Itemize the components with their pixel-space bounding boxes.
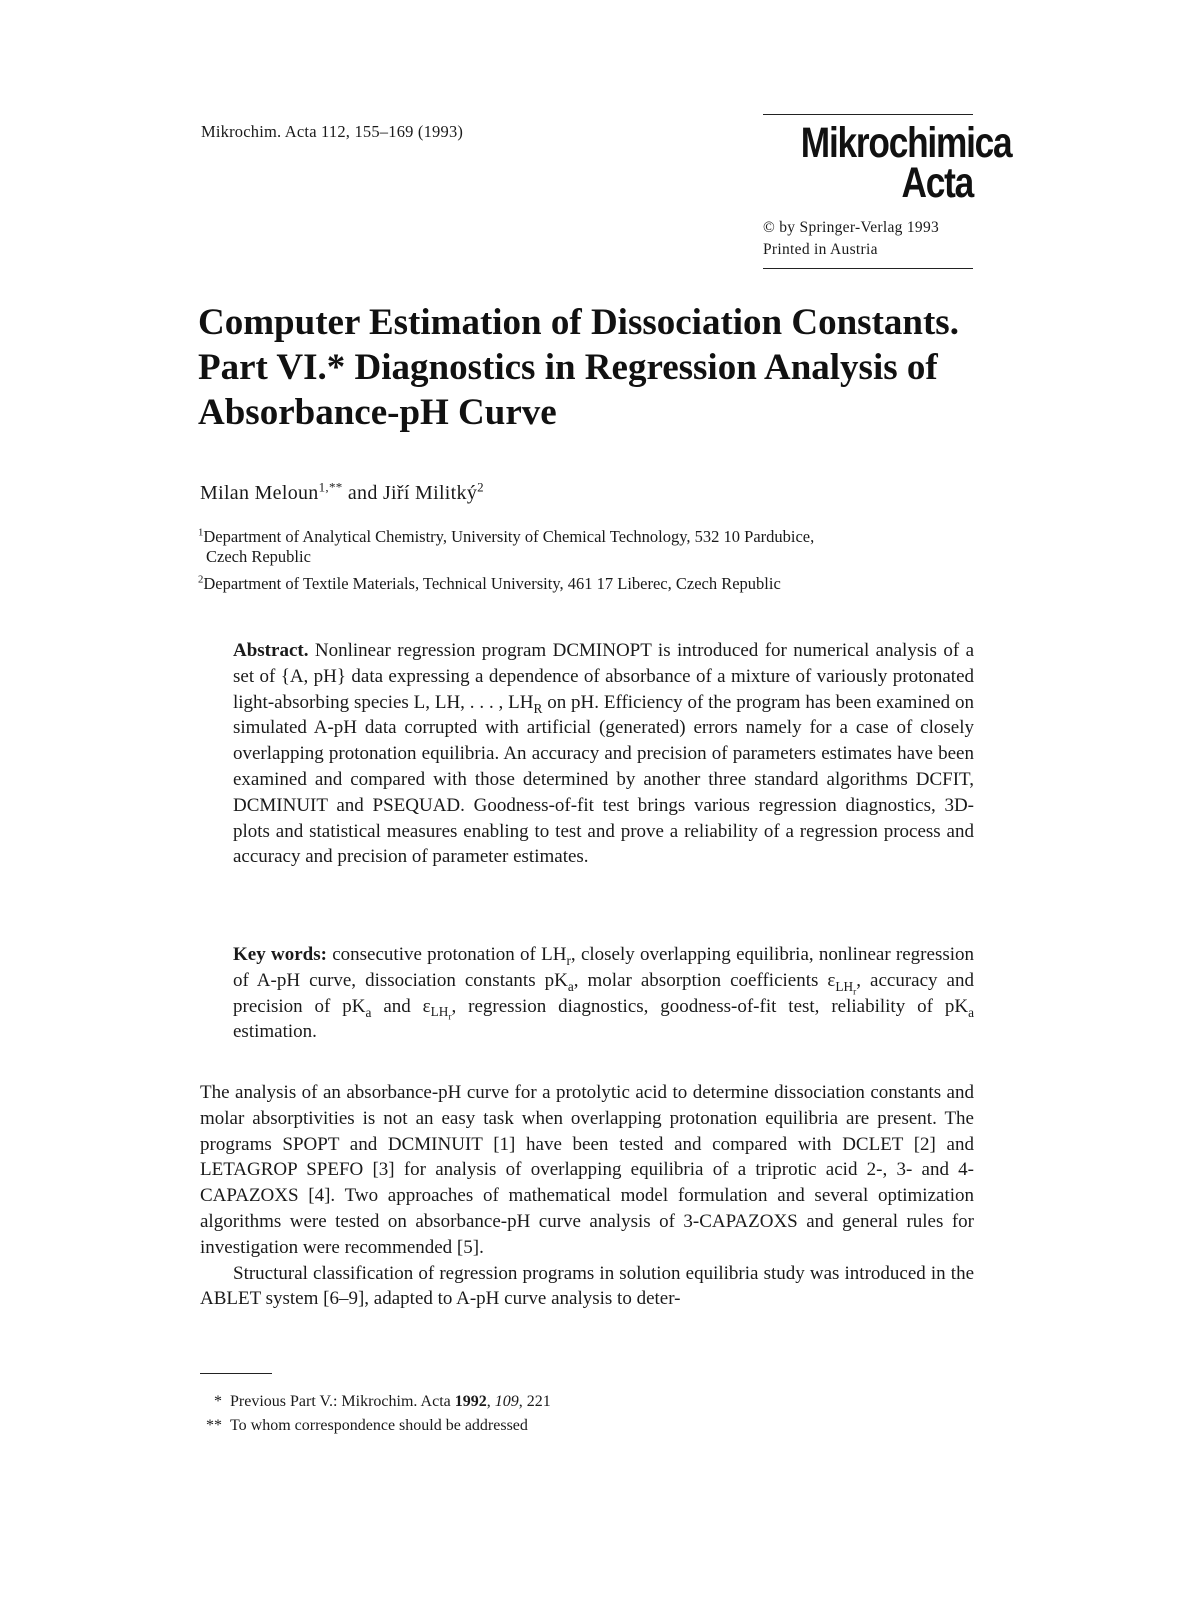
- keywords: [233, 942, 974, 1045]
- journal-logo-line1: Mikrochimica: [800, 119, 1012, 167]
- footnote-1-pages: , 221: [518, 1393, 551, 1410]
- footnote-2-text: To whom correspondence should be addressed: [230, 1417, 528, 1434]
- abstract-text-b: on pH. Efficiency of the program has been examined on simulated A-pH data corrupted with artificial (generated) errors namely for a case of closely overlapping protonation equilibria. An accuracy and precision of parameters estimates have been examined and compared with those determined by another three standard algorithms DCFIT, DCMINUIT and PSEQUAD. Goodness-of-fit test brings various regression diagnostics, 3D-plots and statistical measures enabling to test and prove a reliability of a regression process and accuracy and precision of parameter estimates.: [233, 691, 974, 868]
- journal-citation: Mikrochim. Acta 112, 155–169 (1993): [201, 122, 464, 141]
- keywords-text: , molar absorption coefficients ε: [573, 969, 836, 991]
- body-paragraph-2: Structural classification of regression programs in solution equilibria study was introduced in the ABLET system [6–9], adapted to A-pH curve analysis to deter-: [200, 1262, 974, 1310]
- footnote-2-mark: **: [206, 1417, 222, 1434]
- author-1: Milan Meloun: [200, 482, 319, 504]
- footnote-1-mark: *: [214, 1393, 222, 1410]
- title-line-3: Absorbance-pH Curve: [198, 392, 557, 433]
- body-paragraph-1: The analysis of an absorbance-pH curve for a protolytic acid to determine dissociation constants and molar absorptivities is not an easy task when overlapping protonation equilibria are present. The programs SPOPT and DCMINUIT [1] have been tested and compared with DCLET [2] and LETAGROP SPEFO [3] for analysis of overlapping equilibria of a triprotic acid 2-, 3- and 4-CAPAZOXS [4]. Two approaches of mathematical model formulation and several optimization algorithms were tested on absorbance-pH curve analysis of 3-CAPAZOXS and general rules for investigation were recommended [5].: [200, 1082, 974, 1258]
- affiliation-1-line1: Department of Analytical Chemistry, University of Chemical Technology, 532 10 Pardubice,: [203, 527, 815, 546]
- footnote-1-year: 1992: [454, 1393, 487, 1410]
- keywords-sub-base: LH: [835, 978, 854, 994]
- affiliation-2-line1: Department of Textile Materials, Technical University, 461 17 Liberec, Czech Republic: [203, 574, 781, 593]
- affiliation-2: [198, 574, 978, 594]
- affiliation-2-number: 2: [198, 573, 204, 586]
- keywords-sub-base: LH: [430, 1004, 449, 1020]
- keywords-text: consecutive protonation of LH: [332, 944, 567, 965]
- footnote-1-sep: ,: [486, 1393, 495, 1410]
- body-text: [200, 1080, 974, 1312]
- affiliation-1-line2: Czech Republic: [206, 547, 311, 566]
- author-2-marks: 2: [477, 479, 484, 495]
- keywords-sub-sub: r: [448, 1013, 452, 1024]
- masthead-bottom-rule: [763, 268, 973, 269]
- article-title: [198, 300, 998, 435]
- footnote-1-volume: 109: [494, 1393, 519, 1410]
- abstract-text-a: Nonlinear regression program DCMINOPT is introduced for numerical analysis of a set of {A, pH} data expressing a dependence of absorbance of a mixture of variously protonated light-absorbing species L, LH, . . . , LH: [233, 640, 975, 713]
- keywords-text: , regression diagnostics, goodness-of-fit test, reliability of pK: [451, 995, 969, 1017]
- author-conjunction: and: [347, 482, 378, 504]
- keywords-text: estimation.: [233, 1021, 317, 1043]
- footnotes: [200, 1390, 551, 1438]
- keywords-text: and ε: [371, 995, 431, 1017]
- affiliation-1: [198, 527, 978, 567]
- masthead-top-rule: [763, 114, 973, 115]
- footnote-1-text: Previous Part V.: Mikrochim. Acta: [230, 1393, 455, 1410]
- abstract-sub-r: R: [533, 700, 543, 716]
- author-1-marks: 1,**: [318, 479, 343, 495]
- abstract: [233, 638, 974, 870]
- keywords-sub: a: [365, 1004, 372, 1020]
- keywords-sub-sub: r: [853, 987, 857, 998]
- affiliation-1-number: 1: [198, 526, 204, 539]
- keywords-sub: a: [968, 1004, 974, 1020]
- author-list: [200, 479, 484, 505]
- title-line-2: Part VI.* Diagnostics in Regression Analysis of: [198, 347, 938, 388]
- title-line-1: Computer Estimation of Dissociation Constants.: [198, 302, 959, 343]
- author-2: Jiří Militký: [382, 482, 478, 504]
- printed-notice: Printed in Austria: [763, 241, 878, 258]
- footnote-rule: [200, 1373, 272, 1374]
- keywords-text: , accuracy and precision of pK: [233, 969, 974, 1017]
- abstract-label: Abstract.: [233, 640, 309, 661]
- keywords-sub: [430, 1004, 452, 1024]
- footnote-1: [200, 1390, 551, 1414]
- keywords-label: Key words:: [233, 944, 327, 965]
- keywords-sub: a: [567, 978, 574, 994]
- footnote-2: [200, 1414, 551, 1438]
- journal-masthead: [763, 114, 1012, 269]
- keywords-sub: r: [566, 952, 571, 968]
- keywords-text: , closely overlapping equilibria, nonlinear regression of A-pH curve, dissociation constants pK: [233, 944, 975, 991]
- keywords-sub: [835, 978, 857, 998]
- journal-logo-line2: Acta: [901, 159, 973, 207]
- copyright-notice: © by Springer-Verlag 1993: [763, 219, 940, 236]
